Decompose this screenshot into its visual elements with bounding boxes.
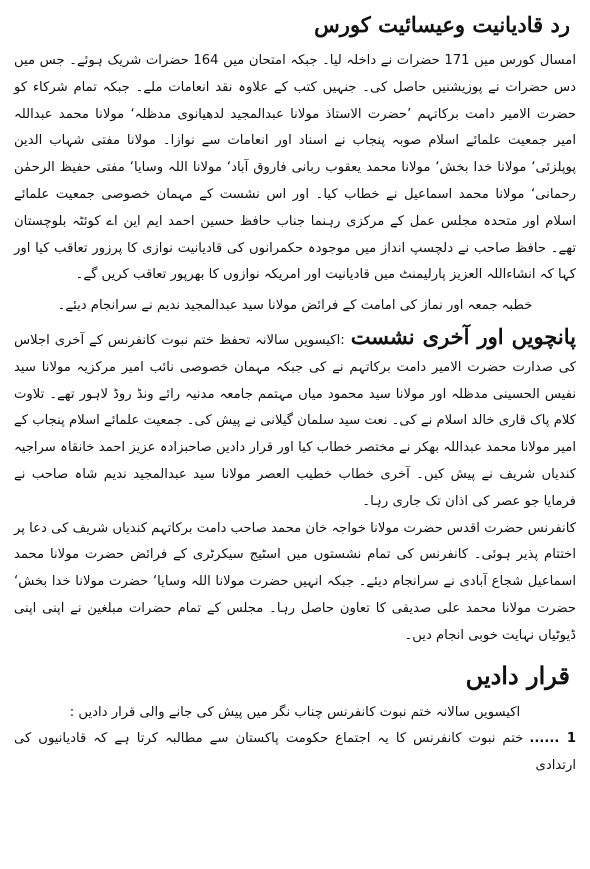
resolution-text: ختم نبوت کانفرنس کا یہ اجتماع حکومت پاکستان سے مطالبہ کرتا ہے کہ قادیانیوں کی ارتدادی bbox=[14, 731, 576, 774]
final-session-paragraph bbox=[14, 324, 576, 516]
resolution-item bbox=[14, 726, 576, 780]
conference-closing-paragraph: کانفرنس حضرت اقدس حضرت مولانا خواجہ خان محمد صاحب دامت برکاتہم کندیاں شریف کی دعا پر اختتام پذیر ہوئی۔ کانفرنس کی تمام نشستوں میں اسٹیج سیکرٹری کے فرائض حضرت مولانا محمد اسماعیل شجاع آبادی نے سرانجام دیئے۔ جبکہ انہیں حضرت مولانا اللہ وسایا‘ حضرت مولانا خدا بخش‘ حضرت مولانا محمد علی صدیقی کا تعاون حاصل رہا۔ مجلس کے تمام حضرات مبلغین نے اپنی اپنی ڈیوٹیاں نہایت خوبی انجام دیں۔ bbox=[14, 520, 576, 643]
section-heading-final-session: پانچویں اور آخری نشست bbox=[350, 323, 576, 349]
final-session-text: :اکیسویں سالانہ تحفظ ختم نبوت کانفرنس کے آخری اجلاس کی صدارت حضرت الامیر دامت برکاتہم نے کی جبکہ مہمان خصوصی نائب امیر مرکزیہ مولانا سید نفیس الحسینی مدظلہ اور مولانا سید محمود میاں مہتمم جامعہ مدنیہ رائے ونڈ روڈ لاہور تھے۔ تلاوت کلام پاک قاری خالد اسلام نے کی۔ نعت سید سلمان گیلانی نے پیش کی۔ جمعیت علمائے اسلام پنجاب کے امیر مولانا محمد عبداللہ بھکر نے مختصر خطاب کیا اور قرار دادیں صاحبزادہ عزیز احمد خانقاہ سراجیہ کندیاں شریف نے پیش کیں۔ آخری خطاب خطیب العصر مولانا سید عبدالمجید ندیم شاہ صاحب نے فرمایا جو عصر کی اذان تک جاری رہا۔ bbox=[14, 332, 576, 509]
course-paragraph: امسال کورس میں 171 حضرات نے داخلہ لیا۔ جبکہ امتحان میں 164 حضرات شریک ہوئے۔ جس میں دس حضرات نے پوزیشنیں حاصل کی۔ جنہیں کتب کے علاوہ نقد انعامات ملے۔ جبکہ تمام شرکاء کو حضرت الامیر دامت برکاتہم ’حضرت الاستاذ مولانا عبدالمجید لدھیانوی مدظلہ‘ مولانا محمد عبداللہ امیر جمعیت علمائے اسلام صوبہ پنجاب نے اسناد اور انعامات سے نوازا۔ مولانا مفتی شہاب الدین پوپلزئی‘ مولانا خدا بخش‘ مولانا محمد یعقوب ربانی فاروق آباد‘ مولانا اللہ وسایا‘ مفتی حفیظ الرحمٰن رحمانی‘ مولانا محمد اسماعیل نے خطاب کیا۔ اور اس نشست کے مہمان خصوصی جمعیت علمائے اسلام اور متحدہ مجلس عمل کے مرکزی رہنما جناب حافظ حسین احمد ایم این اے کوئٹہ بلوچستان تھے۔ حافظ صاحب نے دلچسپ انداز میں موجودہ حکمرانوں کی قادیانیت نوازی کا پرزور تعاقب کیا اور کہا کہ انشاءاللہ العزیز پارلیمنٹ میں قادیانیت اور امریکہ نوازوں کا بھرپور تعاقب کریں گے۔ bbox=[14, 53, 576, 283]
section-heading-resolutions: قرار دادیں bbox=[465, 660, 570, 690]
friday-prayer-note: خطبہ جمعہ اور نماز کی امامت کے فرائض مولانا سید عبدالمجید ندیم نے سرانجام دیئے۔ bbox=[57, 298, 533, 314]
resolution-number: 1 ...... bbox=[529, 731, 576, 747]
resolutions-intro: اکیسویں سالانہ ختم نبوت کانفرنس چناب نگر میں پیش کی جانے والی قرار دادیں : bbox=[69, 704, 521, 720]
section-heading-course: رد قادیانیت وعیسائیت کورس bbox=[314, 12, 570, 37]
